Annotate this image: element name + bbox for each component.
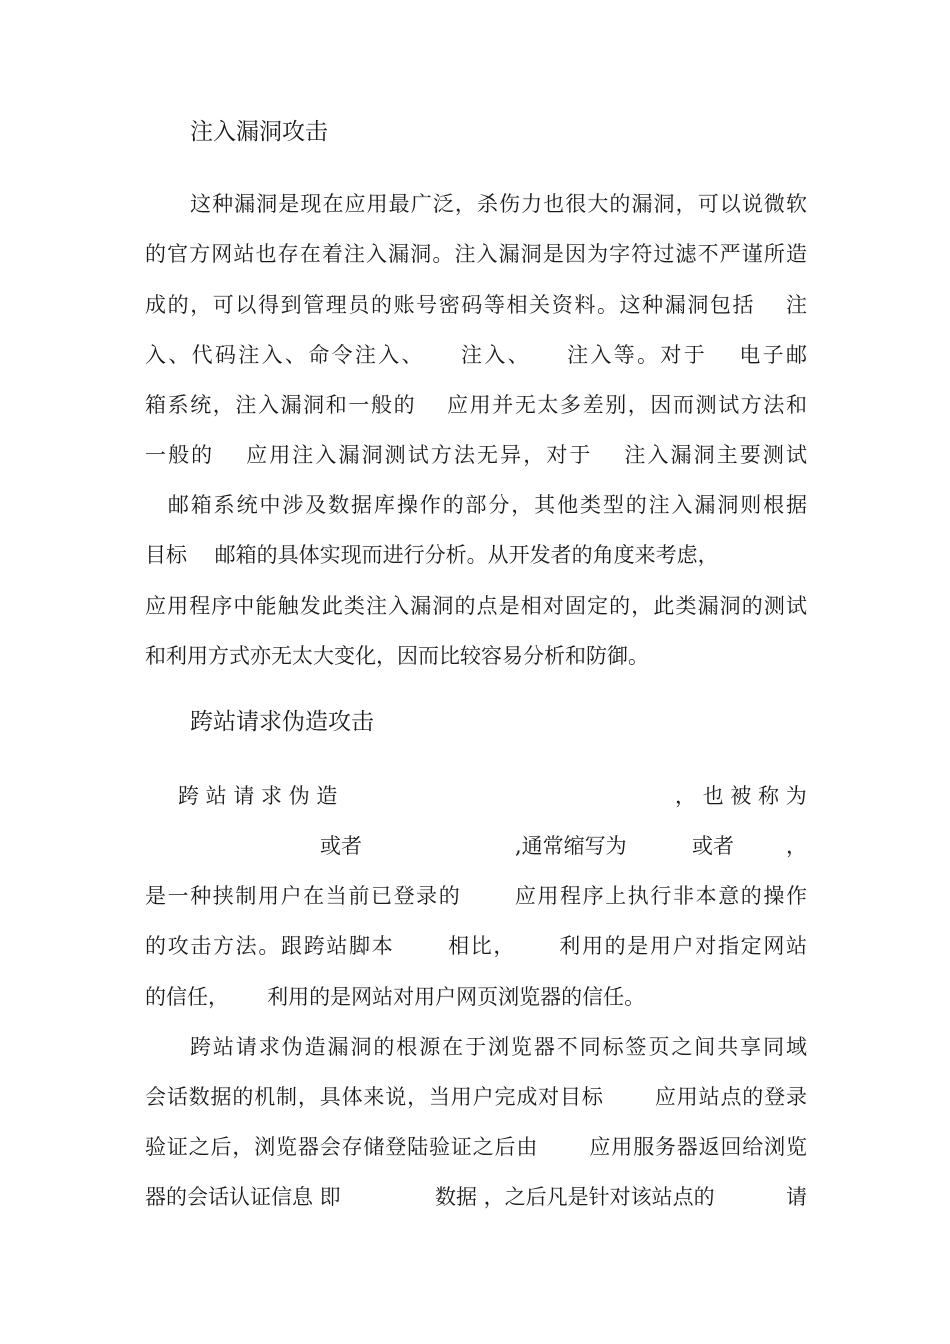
paragraph-line: 是一种挟制用户在当前已登录的 应用程序上执行非本意的操作: [145, 884, 807, 908]
paragraph-line: 器的会话认证信息 即: [145, 1185, 341, 1209]
paragraph-line: 箱系统，注入漏洞和一般的 应用并无太多差别，因而测试方法和: [145, 393, 807, 417]
paragraph-line: 跨 站 请 求 伪 造: [178, 784, 338, 808]
paragraph-line: 目标 邮箱的具体实现而进行分析。从开发者的角度来考虑，: [145, 543, 719, 567]
section-heading-csrf: 跨站请求伪造攻击: [190, 709, 374, 735]
paragraph-line: 的信任， 利用的是网站对用户网页浏览器的信任。: [145, 985, 646, 1009]
paragraph-line: 一般的 应用注入漏洞测试方法无异，对于 注入漏洞主要测试: [145, 443, 807, 467]
paragraph-line: 应用程序中能触发此类注入漏洞的点是相对固定的，此类漏洞的测试: [145, 594, 807, 618]
paragraph-line: 或者: [692, 834, 734, 858]
paragraph-line: ，: [786, 834, 807, 858]
paragraph-line: 数据 ，之后凡是针对该站点的: [435, 1185, 715, 1209]
paragraph-line: 和利用方式亦无太大变化，因而比较容易分析和防御。: [145, 644, 649, 668]
paragraph-line: 邮箱系统中涉及数据库操作的部分，其他类型的注入漏洞则根据: [145, 493, 807, 517]
paragraph-line: 会话数据的机制，具体来说，当用户完成对目标 应用站点的登录: [145, 1085, 807, 1109]
paragraph-line: 成的，可以得到管理员的账号密码等相关资料。这种漏洞包括 注: [145, 293, 807, 317]
paragraph-line: 验证之后，浏览器会存储登陆验证之后由 应用服务器返回给浏览: [145, 1135, 807, 1159]
section-heading-injection: 注入漏洞攻击: [190, 119, 328, 145]
paragraph-line: 的攻击方法。跟跨站脚本 相比， 利用的是用户对指定网站: [145, 934, 807, 958]
paragraph-line: 跨站请求伪造漏洞的根源在于浏览器不同标签页之间共享同域: [190, 1035, 807, 1059]
paragraph-line: 或者: [320, 834, 362, 858]
paragraph-line: 这种漏洞是现在应用最广泛，杀伤力也很大的漏洞，可以说微软: [190, 192, 807, 216]
paragraph-line: ， 也 被 称 为: [675, 784, 807, 808]
paragraph-line: 入、代码注入、命令注入、 注入、 注入等。对于 电子邮: [145, 343, 807, 367]
paragraph-line: 请: [786, 1185, 807, 1209]
paragraph-line: ,通常缩写为: [515, 834, 627, 858]
paragraph-line: 的官方网站也存在着注入漏洞。注入漏洞是因为字符过滤不严谨所造: [145, 242, 807, 266]
